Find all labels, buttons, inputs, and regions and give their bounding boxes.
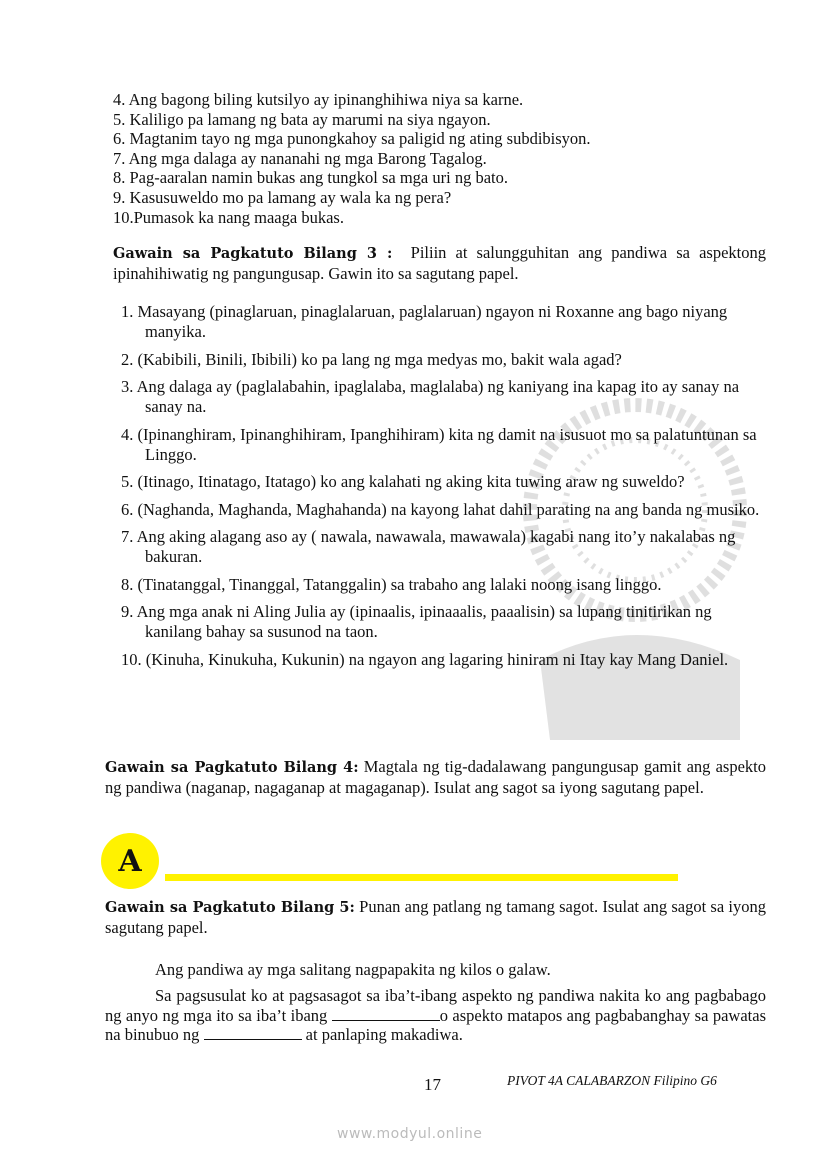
section-letter-badge: A <box>101 833 159 889</box>
paragraph-definition: Ang pandiwa ay mga salitang nagpapakita ng kilos o galaw. <box>155 960 551 979</box>
paragraph-text-3: at panlaping makadiwa. <box>301 1025 463 1045</box>
paragraph-text-2: o aspekto matapos ang pagbabanghay sa pawatas na binubuo ng <box>105 1005 766 1045</box>
list-item: 7. Ang aking alagang aso ay ( nawala, nawawala, mawawala) kagabi nang ito’y nakalabas ng bakuran. <box>121 527 736 566</box>
footer-series: PIVOT 4A CALABARZON Filipino G6 <box>507 1073 717 1088</box>
list-item: 10. (Kinuha, Kinukuha, Kukunin) na ngayon ang lagaring hiniram ni Itay kay Mang Daniel. <box>121 649 729 669</box>
gawain-5-instructions <box>105 897 766 937</box>
exercise-list <box>121 302 761 677</box>
sentence-list <box>113 90 591 227</box>
page-number: 17 <box>424 1075 441 1094</box>
list-item: 6. (Naghanda, Maghanda, Maghahanda) na kayong lahat dahil parating na ang banda ng musiko. <box>121 499 760 519</box>
gawain-5-text: Punan ang patlang ng tamang sagot. Isulat ang sagot sa iyong sagutang papel. <box>105 897 766 937</box>
gawain-4-instructions <box>105 757 766 797</box>
list-item: 10.Pumasok ka nang maaga bukas. <box>113 207 344 227</box>
list-item: 8. Pag-aaralan namin bukas ang tungkol sa mga uri ng bato. <box>113 168 508 188</box>
gawain-4-text: Magtala ng tig-dadalawang pangungusap gamit ang aspekto ng pandiwa (naganap, nagaganap at magaganap). Isulat ang sagot sa iyong sagutang papel. <box>105 757 766 797</box>
gawain-3-text: Piliin at salungguhitan ang pandiwa sa aspektong ipinahihiwatig ng pangungusap. Gawin ito sa sagutang papel. <box>113 243 766 283</box>
gawain-5-title: Gawain sa Pagkatuto Bilang 5: <box>105 899 355 916</box>
list-item: 8. (Tinatanggal, Tinanggal, Tatanggalin) sa trabaho ang lalaki noong isang linggo. <box>121 574 662 594</box>
paragraph-fill-in <box>105 986 766 1045</box>
list-item: 4. Ang bagong biling kutsilyo ay ipinanghihiwa niya sa karne. <box>113 90 524 109</box>
list-item: 2. (Kabibili, Binili, Ibibili) ko pa lang ng mga medyas mo, bakit wala agad? <box>121 349 622 369</box>
gawain-3-instructions <box>113 243 766 283</box>
section-divider-bar <box>165 874 678 881</box>
website-watermark: www.modyul.online <box>337 1126 483 1142</box>
list-item: 5. Kaliligo pa lamang ng bata ay marumi na siya ngayon. <box>113 109 491 129</box>
answer-blank-2 <box>204 1027 302 1040</box>
answer-blank-1 <box>332 1008 440 1021</box>
gawain-4-title: Gawain sa Pagkatuto Bilang 4: <box>105 759 359 776</box>
gawain-3-title: Gawain sa Pagkatuto Bilang 3 : <box>113 245 393 262</box>
list-item: 9. Kasusuweldo mo pa lamang ay wala ka ng pera? <box>113 187 452 207</box>
paragraph-text-1: Sa pagsusulat ko at pagsasagot sa iba’t-ibang aspekto ng pandiwa nakita ko ang pagbabago ng anyo ng mga ito sa iba’t ibang <box>105 986 766 1025</box>
list-item: 7. Ang mga dalaga ay nananahi ng mga Barong Tagalog. <box>113 148 487 168</box>
list-item: 5. (Itinago, Itinatago, Itatago) ko ang kalahati ng aking kita tuwing araw ng suweldo? <box>121 472 685 491</box>
list-item: 4. (Ipinanghiram, Ipinanghihiram, Ipanghihiram) kita ng damit na isusuot mo sa palatuntunan sa Linggo. <box>121 424 757 464</box>
list-item: 3. Ang dalaga ay (paglalabahin, ipaglalaba, maglalaba) ng kaniyang ina kapag ito ay sanay na sanay na. <box>121 377 740 416</box>
list-item: 6. Magtanim tayo ng mga punongkahoy sa paligid ng ating subdibisyon. <box>113 129 591 149</box>
list-item: 9. Ang mga anak ni Aling Julia ay (ipinaalis, ipinaaalis, paaalisin) sa lupang tinitirikan ng kanilang bahay sa susunod na taon. <box>121 602 712 641</box>
list-item: 1. Masayang (pinaglaruan, pinaglalaruan, paglalaruan) ngayon ni Roxanne ang bago niyang manyika. <box>121 302 728 341</box>
